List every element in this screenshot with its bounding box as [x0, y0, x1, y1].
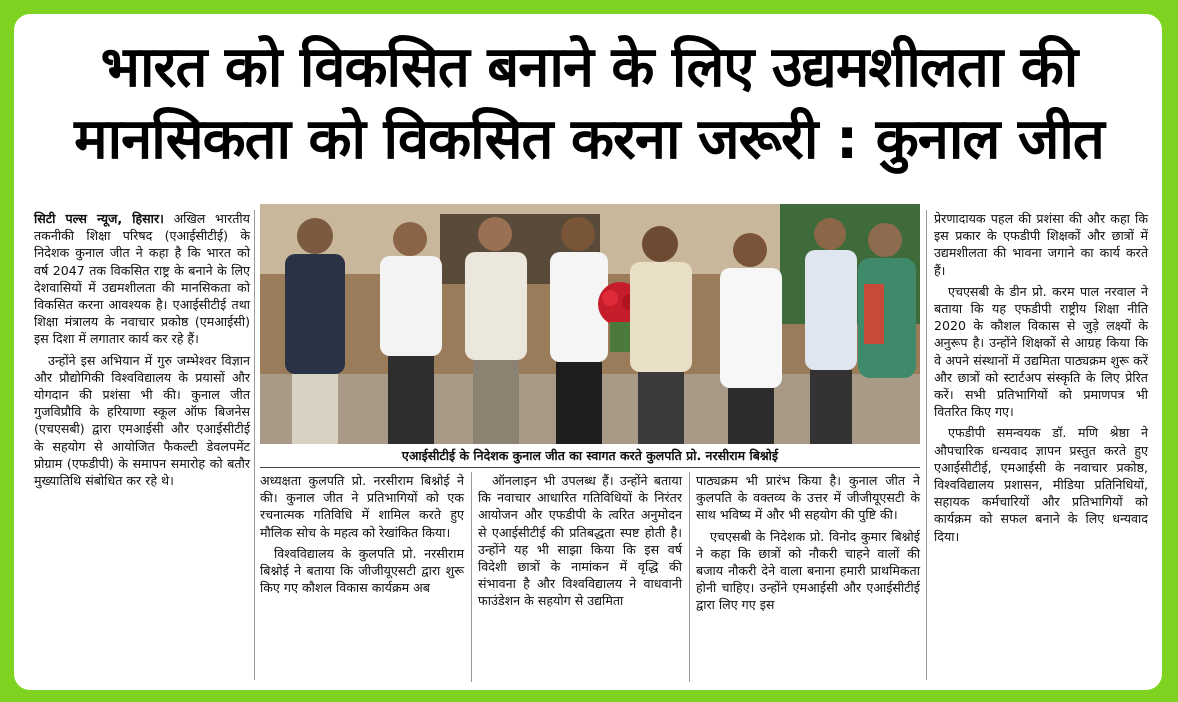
group-photo-illustration — [260, 204, 920, 444]
article-paragraph: एचएसबी के डीन प्रो. करम पाल नरवाल ने बताया कि यह एफडीपी राष्ट्रीय शिक्षा नीति 2020 के कौशल विकास से जुड़े लक्ष्यों के अनुरूप है। उन्होंने शिक्षकों से आग्रह किया कि वे अपने संस्थानों में उद्यमिता पाठ्यक्रम शुरू करें और छात्रों को स्टार्टअप संस्कृति के लिए प्रेरित करें। सभी प्रतिभागियों को प्रमाणपत्र भी वितरित किए गए। — [934, 283, 1148, 420]
article-paragraph: अध्यक्षता कुलपति प्रो. नरसीराम बिश्नोई ने की। कुनाल जीत ने प्रतिभागियों को एक रचनात्मक गतिविधि में शामिल करते हुए मौलिक सोच के महत्व को रेखांकित किया। — [260, 473, 464, 540]
article-column-5 — [934, 210, 1148, 549]
article-paragraph: पाठ्यक्रम भी प्रारंभ किया है। कुनाल जीत ने कुलपति के वक्तव्य के उत्तर में जीजीयूएसटी के साथ भविष्य में और भी सहयोग की पुष्टि की। — [696, 473, 920, 523]
article-column-4 — [696, 472, 920, 618]
article-paragraph: ऑनलाइन भी उपलब्ध हैं। उन्होंने बताया कि नवाचार आधारित गतिविधियों के निरंतर आयोजन और एफडीपी के त्वरित अनुमोदन से एआईसीटीई की प्रतिबद्धता स्पष्ट होती है। उन्होंने यह भी साझा किया कि इस वर्ष विदेशी छात्रों के नामांकन में वृद्धि की संभावना है और विश्वविद्यालय ने वाधवानी फाउंडेशन के सहयोग से उद्यमिता — [478, 473, 682, 609]
article-column-3 — [478, 472, 682, 614]
article-paragraph: प्रेरणादायक पहल की प्रशंसा की और कहा कि इस प्रकार के एफडीपी शिक्षकों और छात्रों में उद्यमशीलता की भावना जगाने का कार्य करते हैं। — [934, 211, 1148, 278]
article-paragraph: एचएसबी के निदेशक प्रो. विनोद कुमार बिश्नोई ने कहा कि छात्रों को नौकरी चाहने वालों की बजाय नौकरी देने वाला बनाना हमारी प्राथमिकता होनी चाहिए। उन्होंने एमआईसी और एआईसीटीई द्वारा लिए गए इस — [696, 528, 920, 613]
headline-line-2: मानसिकता को विकसित करना जरूरी : कुनाल जीत — [74, 107, 1104, 172]
newspaper-clipping — [14, 14, 1162, 690]
column-divider — [926, 210, 927, 680]
article-paragraph — [34, 210, 250, 348]
article-column-2 — [260, 472, 464, 600]
article-column-1 — [34, 210, 250, 493]
column-divider — [471, 472, 472, 682]
headline-line-1: भारत को विकसित बनाने के लिए उद्यमशीलता की — [100, 35, 1078, 100]
photo-caption: एआईसीटीई के निदेशक कुनाल जीत का स्वागत करते कुलपति प्रो. नरसीराम बिश्नोई — [260, 444, 920, 468]
dateline: सिटी पल्स न्यूज, हिसार। — [34, 211, 164, 226]
article-paragraph: उन्होंने इस अभियान में गुरु जम्भेश्वर विज्ञान और प्रौद्योगिकी विश्वविद्यालय के प्रयासों और योगदान की प्रशंसा भी की। कुनाल जीत गुजविप्रौवि के हरियाणा स्कूल ऑफ बिजनेस (एचएसबी) द्वारा एमआईसी और एआईसीटीई के सहयोग से आयोजित फैकल्टी डेवलपमेंट प्रोग्राम (एफडीपी) के समापन समारोह को बतौर मुख्यातिथि संबोधित कर रहे थे। — [34, 352, 250, 489]
paragraph-text: अखिल भारतीय तकनीकी शिक्षा परिषद (एआईसीटीई) के निदेशक कुनाल जीत ने कहा है कि भारत को वर्ष 2047 तक विकसित राष्ट्र के बनाने के लिए देशवासियों में उद्यमशीलता की मानसिकता को विकसित करना आवश्यक है। एआईसीटीई तथा शिक्षा मंत्रालय के नवाचार प्रकोष्ठ (एमआईसी) इस दिशा में लगातार कार्य कर रहे हैं। — [34, 211, 250, 347]
news-photo — [260, 204, 920, 444]
article-paragraph: विश्वविद्यालय के कुलपति प्रो. नरसीराम बिश्नोई ने बताया कि जीजीयूएसटी द्वारा शुरू किए गए कौशल विकास कार्यक्रम अब — [260, 545, 464, 596]
column-divider — [254, 210, 255, 680]
column-divider — [689, 472, 690, 682]
headline — [34, 32, 1144, 176]
article-paragraph: एफडीपी समन्वयक डॉ. मणि श्रेष्ठा ने औपचारिक धन्यवाद ज्ञापन प्रस्तुत करते हुए एआईसीटीई, एमआईसी के नवाचार प्रकोष्ठ, विश्वविद्यालय प्रशासन, मीडिया प्रतिनिधियों, सहायक कर्मचारियों और प्रतिभागियों को कार्यक्रम को सफल बनाने के लिए धन्यवाद दिया। — [934, 425, 1148, 544]
